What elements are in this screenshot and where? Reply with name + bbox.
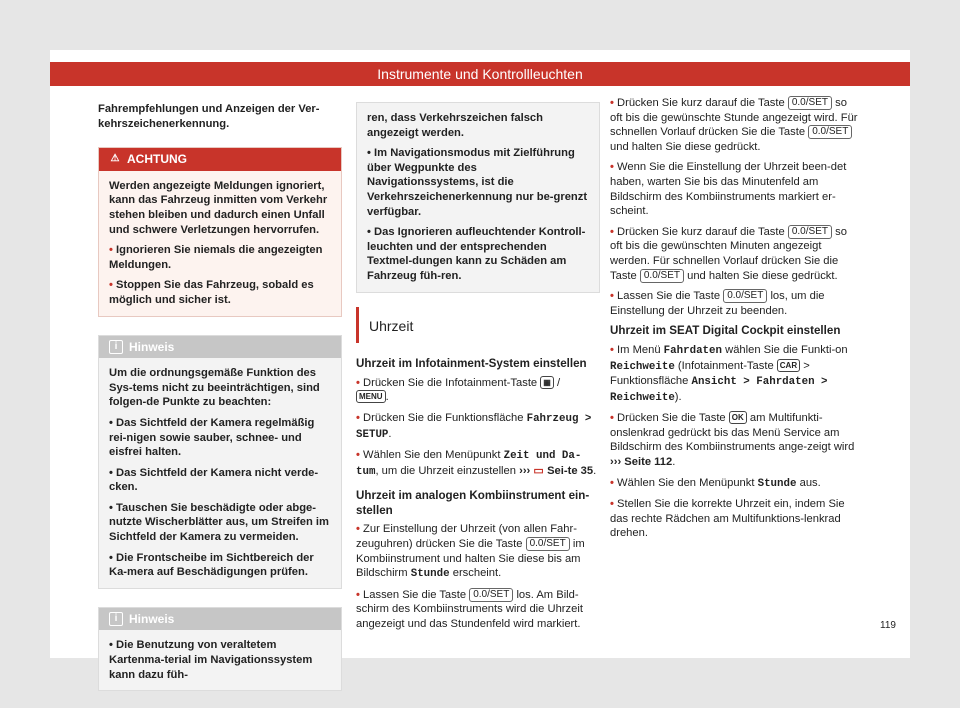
column-middle	[356, 102, 600, 638]
list-item: • Im Navigationsmodus mit Zielführung über Wegpunkte des Navigationssystems, ist die Verkehrszeichenerkennung nur be-grenzt verfügbar.	[367, 147, 588, 218]
list-item: • Drücken Sie die Infotainment-Taste ▦ / MENU .	[356, 376, 561, 404]
section-title: Uhrzeit	[356, 307, 600, 344]
list-item: • Das Sichtfeld der Kamera regelmäßig rei-nigen sowie sauber, schnee- und eisfrei halten.	[109, 416, 315, 459]
page-reference[interactable]: ››› ▭ Sei-te 35	[519, 464, 594, 477]
bullet-icon: •	[109, 279, 117, 292]
bullet-icon: •	[610, 161, 618, 174]
hint-header	[99, 336, 341, 359]
bullet-icon: •	[367, 147, 375, 160]
bullet-icon: •	[610, 97, 618, 109]
bullet-icon: •	[356, 449, 364, 462]
subheading: Uhrzeit im SEAT Digital Cockpit einstellen	[610, 324, 841, 338]
book-icon: ▭	[533, 464, 544, 477]
bullet-icon: •	[109, 244, 117, 257]
list-item: • Stoppen Sie das Fahrzeug, sobald es möglich und sicher ist.	[109, 279, 314, 306]
hint-text: Um die ordnungsgemäße Funktion des Sys-tems nicht zu beeinträchtigen, sind folgen-de Punkte zu beachten:	[109, 367, 320, 409]
list-item: • Wählen Sie den Menüpunkt Stunde aus.	[610, 476, 821, 490]
list-item: • Das Sichtfeld der Kamera nicht verde-cken.	[109, 466, 319, 494]
car-key: CAR	[777, 359, 800, 372]
bullet-icon: •	[367, 226, 375, 239]
set-key: 0.0/SET	[808, 125, 852, 139]
bullet-icon: •	[109, 466, 117, 479]
intro-text: Fahrempfehlungen und Anzeigen der Ver-kehrszeichenerkennung.	[98, 103, 320, 130]
warning-title: ACHTUNG	[127, 152, 187, 167]
list-item: • Wenn Sie die Einstellung der Uhrzeit been-det haben, warten Sie bis das Minutenfeld am Bildschirm des Kombiinstruments markiert er-scheint.	[610, 161, 847, 218]
set-key: 0.0/SET	[526, 537, 570, 551]
set-key: 0.0/SET	[640, 269, 684, 283]
set-key: 0.0/SET	[723, 289, 767, 303]
bullet-icon: •	[109, 501, 117, 514]
set-key: 0.0/SET	[788, 225, 832, 239]
column-left	[98, 102, 342, 691]
bullet-icon: •	[356, 523, 364, 536]
list-item: • Ignorieren Sie niemals die angezeigten Meldungen.	[109, 244, 323, 271]
info-icon: i	[109, 612, 123, 626]
list-item: • Drücken Sie die Taste OK am Multifunkti-onslenkrad gedrückt bis das Menü Service am Bildschirm des Kombiinstruments ange-zeigt wird ››› Seite 112.	[610, 412, 855, 469]
column-right	[610, 96, 860, 547]
page-reference[interactable]: ››› Seite 112	[610, 456, 673, 469]
hint-box-continued	[356, 102, 600, 293]
list-item: • Tauschen Sie beschädigte oder abge-nutzte Wischerblätter aus, um Streifen im Sichtfeld der Kamera zu vermeiden.	[109, 501, 329, 544]
bullet-icon: •	[610, 412, 618, 425]
set-key: 0.0/SET	[469, 588, 513, 602]
hint-header	[99, 608, 341, 631]
warning-box	[98, 147, 342, 316]
list-item: • Drücken Sie kurz darauf die Taste 0.0/SET so oft bis die gewünschte Stunde angezeigt wird. Für schnellen Vorlauf drücken Sie die Taste 0.0/SET und halten Sie diese gedrückt.	[610, 97, 858, 153]
list-item: • Im Menü Fahrdaten wählen Sie die Funkti-on Reichweite (Infotainment-Taste CAR > Funktionsfläche Ansicht > Fahrdaten > Reichweite).	[610, 343, 848, 404]
bullet-icon: •	[356, 376, 364, 389]
bullet-icon: •	[356, 588, 364, 601]
info-icon: i	[109, 340, 123, 354]
bullet-icon: •	[610, 343, 618, 356]
warning-triangle-icon: ⚠	[110, 153, 120, 165]
ok-key: OK	[729, 411, 747, 424]
hint-box	[98, 335, 342, 589]
hint-title: Hinweis	[129, 339, 175, 354]
list-item: • Lassen Sie die Taste 0.0/SET los, um die Einstellung der Uhrzeit zu beenden.	[610, 290, 825, 317]
bullet-icon: •	[610, 476, 618, 489]
warning-header	[99, 148, 341, 171]
list-item: • Die Benutzung von veraltetem Kartenma-terial im Navigationssystem kann dazu füh-	[109, 639, 313, 681]
list-item: • Die Frontscheibe im Sichtbereich der Ka-mera auf Beschädigungen prüfen.	[109, 551, 314, 579]
set-key: 0.0/SET	[788, 96, 832, 110]
list-item: • Zur Einstellung der Uhrzeit (von allen Fahr-zeuguhren) drücken Sie die Taste 0.0/SET im Kombiinstrument und halten Sie diese bis am Bildschirm Stunde erscheint.	[356, 523, 585, 581]
bullet-icon: •	[356, 411, 364, 424]
page-header: Instrumente und Kontrollleuchten	[50, 62, 910, 86]
bullet-icon: •	[610, 290, 618, 303]
subheading: Uhrzeit im analogen Kombiinstrument ein-stellen	[356, 489, 590, 517]
list-item: • Stellen Sie die korrekte Uhrzeit ein, indem Sie das rechte Rädchen am Multifunktions-lenkrad drehen.	[610, 498, 845, 540]
list-item: • Drücken Sie die Funktionsfläche Fahrzeug > SETUP.	[356, 411, 592, 441]
hint-continued-text: ren, dass Verkehrszeichen falsch angezeigt werden.	[367, 112, 543, 139]
bullet-icon: •	[109, 416, 117, 429]
list-item: • Wählen Sie den Menüpunkt Zeit und Da-tum, um die Uhrzeit einzustellen ››› ▭ Sei-te 35.	[356, 449, 597, 478]
list-item: • Das Ignorieren aufleuchtender Kontroll-leuchten und der entsprechenden Textmel-dungen kann zu Schäden am Fahrzeug füh-ren.	[367, 226, 586, 282]
bullet-icon: •	[610, 498, 618, 511]
hint-box	[98, 607, 342, 691]
page-number: 119	[880, 620, 896, 631]
menu-grid-icon: ▦	[540, 376, 554, 389]
menu-key: MENU	[356, 390, 386, 403]
bullet-icon: •	[610, 225, 618, 238]
bullet-icon: •	[109, 639, 117, 652]
bullet-icon: •	[109, 551, 117, 564]
warning-text: Werden angezeigte Meldungen ignoriert, kann das Fahrzeug inmitten vom Verkehr stehen bleiben und dadurch einen Unfall und schwere Verletzungen hervorrufen.	[109, 179, 328, 236]
list-item: • Drücken Sie kurz darauf die Taste 0.0/SET so oft bis die gewünschten Minuten angezeigt werden. Für schnellen Vorlauf drücken Sie die Taste 0.0/SET und halten Sie diese gedrückt.	[610, 225, 847, 282]
hint-title: Hinweis	[129, 611, 175, 626]
subheading: Uhrzeit im Infotainment-System einstellen	[356, 357, 587, 371]
list-item: • Lassen Sie die Taste 0.0/SET los. Am Bild-schirm des Kombiinstruments wird die Uhrzeit angezeigt und das Stundenfeld wird markiert.	[356, 588, 583, 631]
